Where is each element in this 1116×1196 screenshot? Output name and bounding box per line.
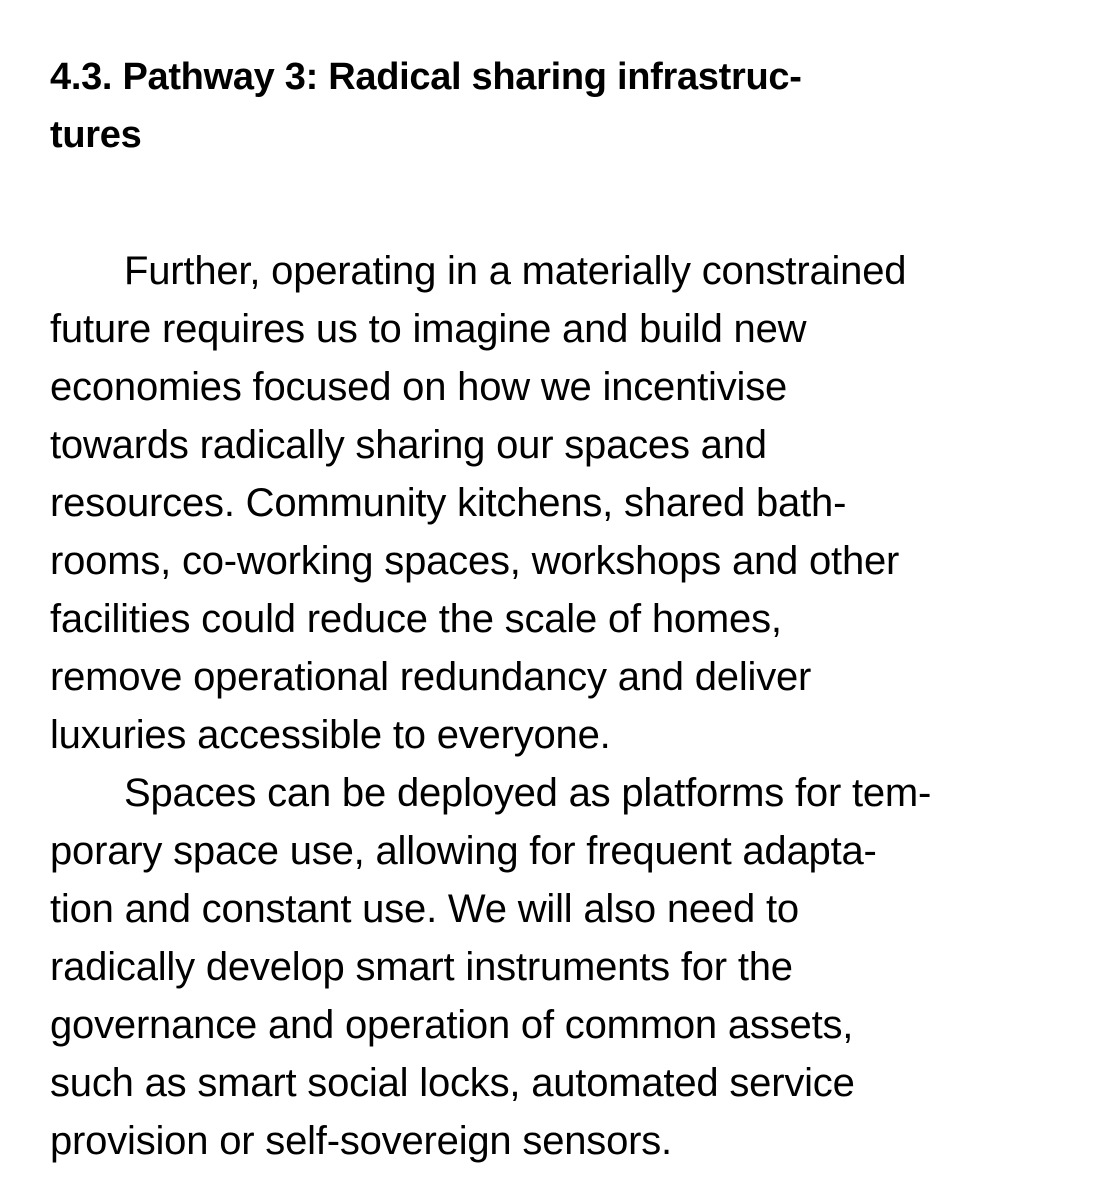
paragraph-2 — [50, 764, 1090, 1170]
paragraph-line: provision or self-sovereign sensors. — [50, 1119, 672, 1163]
section-heading — [50, 48, 1090, 164]
paragraph-line: facilities could reduce the scale of homes, — [50, 597, 782, 641]
heading-line: 4.3. Pathway 3: Radical sharing infrastruc- — [50, 56, 802, 98]
paragraph-line: economies focused on how we incentivise — [50, 365, 788, 409]
document-page — [50, 48, 1090, 1170]
paragraph-line: rooms, co-working spaces, workshops and other — [50, 539, 900, 583]
paragraph-line: such as smart social locks, automated service — [50, 1061, 855, 1105]
paragraph-line: tion and constant use. We will also need to — [50, 887, 799, 931]
paragraph-line: porary space use, allowing for frequent adapta- — [50, 829, 877, 873]
paragraph-line: towards radically sharing our spaces and — [50, 423, 767, 467]
paragraph-line: remove operational redundancy and deliver — [50, 655, 812, 699]
paragraph-line: Further, operating in a materially constrained — [124, 249, 907, 293]
heading-line: tures — [50, 114, 142, 156]
paragraph-1 — [50, 242, 1090, 764]
paragraph-line: resources. Community kitchens, shared bath- — [50, 481, 847, 525]
paragraph-line: Spaces can be deployed as platforms for tem- — [124, 771, 932, 815]
paragraph-line: governance and operation of common assets, — [50, 1003, 854, 1047]
body-text — [50, 242, 1090, 1170]
paragraph-line: future requires us to imagine and build new — [50, 307, 807, 351]
paragraph-line: radically develop smart instruments for the — [50, 945, 793, 989]
paragraph-line: luxuries accessible to everyone. — [50, 713, 611, 757]
